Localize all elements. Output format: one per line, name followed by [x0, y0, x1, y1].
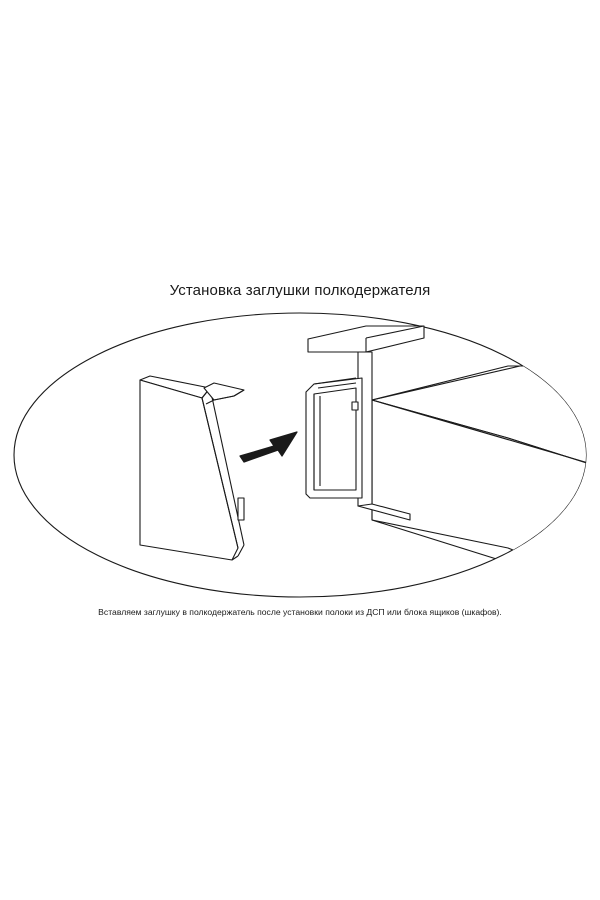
- insert-arrow: [240, 432, 297, 462]
- diagram-title: Установка заглушки полкодержателя: [169, 282, 431, 299]
- end-cap: [140, 376, 244, 560]
- shelf-board: [372, 366, 600, 604]
- caption-text: Вставляем заглушку в полкодержатель после установки полоки из ДСП или блока ящиков (шкафов).: [98, 607, 502, 617]
